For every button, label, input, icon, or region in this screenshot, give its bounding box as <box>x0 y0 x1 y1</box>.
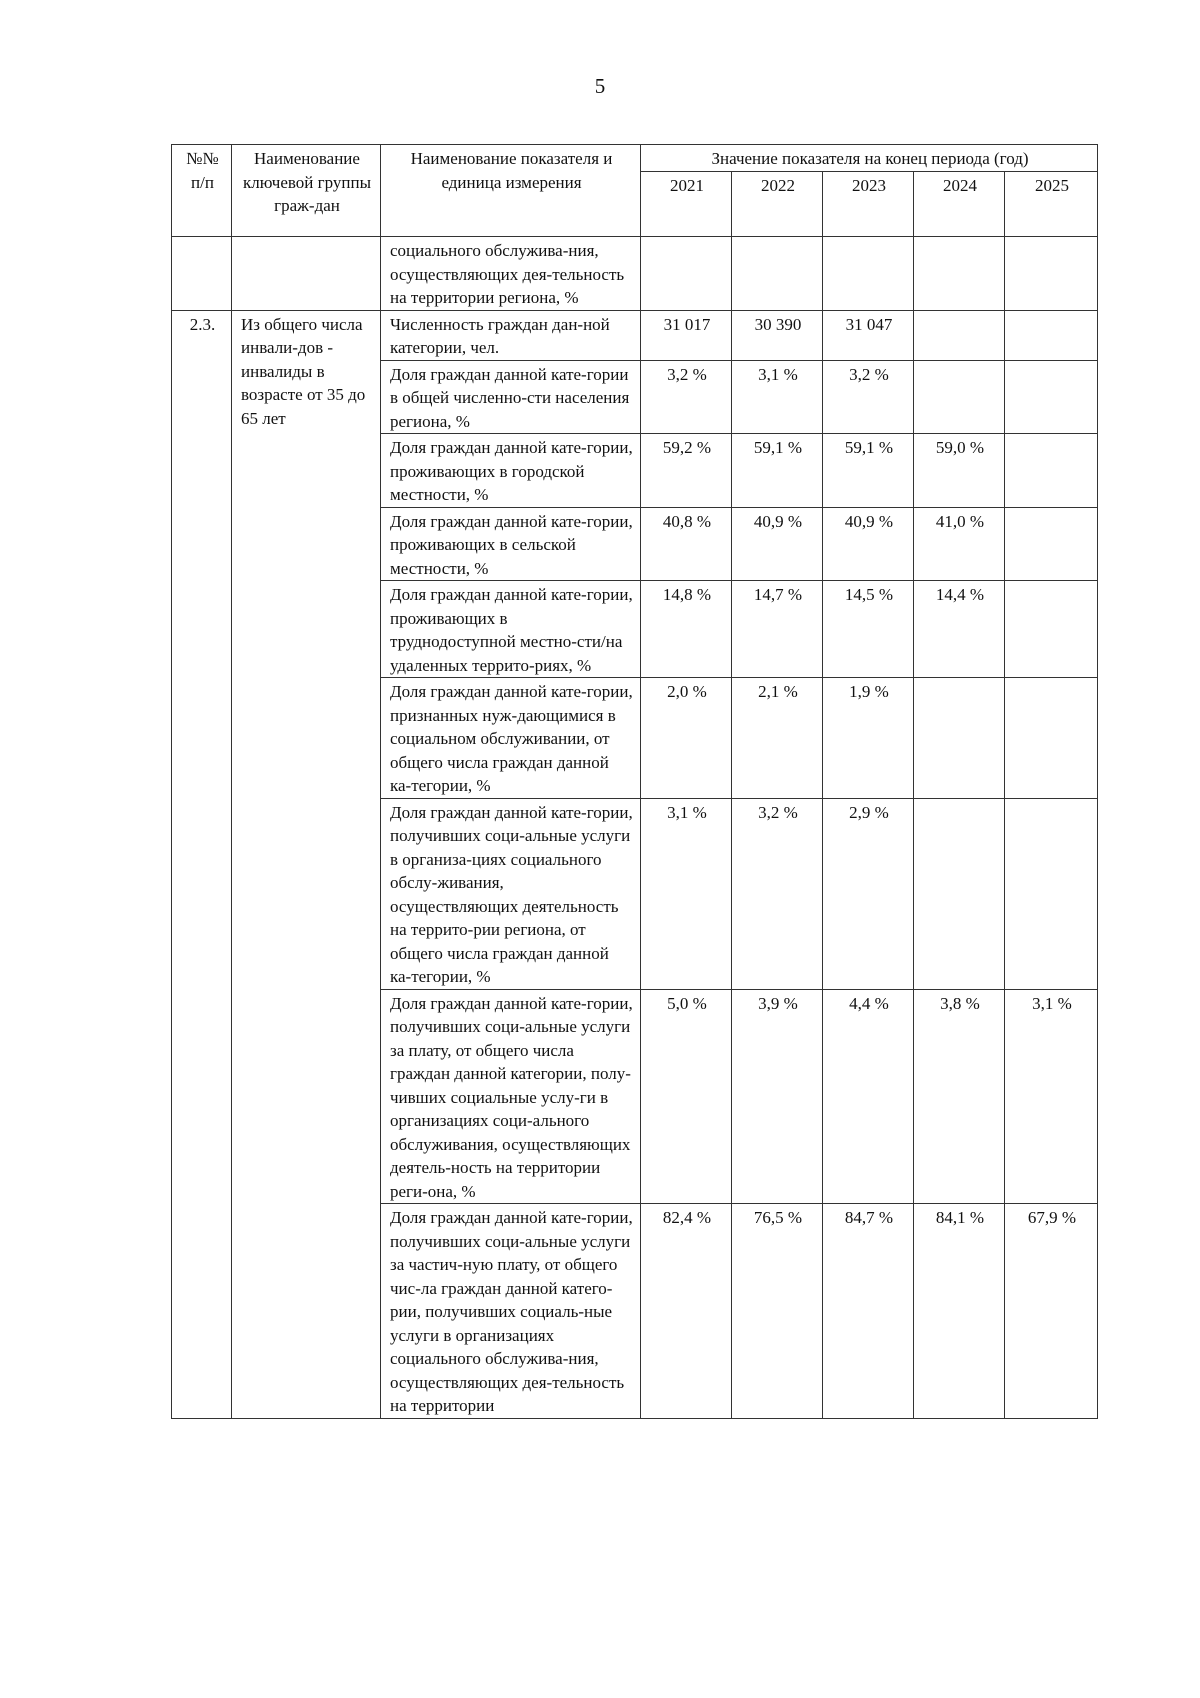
header-year: 2022 <box>732 171 823 237</box>
continuation-row <box>172 237 1098 311</box>
value-cell: 67,9 % <box>1005 1204 1098 1419</box>
value-cell: 59,2 % <box>641 434 732 508</box>
value-cell: 2,1 % <box>732 678 823 799</box>
indicator-cell: Доля граждан данной кате-гории, проживающих в труднодоступной местно-сти/на удаленных террито-риях, % <box>381 581 641 678</box>
indicator-cell: Доля граждан данной кате-гории, получивших соци-альные услуги за частич-ную плату, от общего чис-ла граждан данной катего-рии, получивших социаль-ные услуги в организациях социального обслужива-ния, осуществляющих дея-тельность на территории <box>381 1204 641 1419</box>
value-cell: 84,1 % <box>914 1204 1005 1419</box>
indicator-cell: социального обслужива-ния, осуществляющих дея-тельность на территории региона, % <box>381 237 641 311</box>
indicator-cell: Доля граждан данной кате-гории в общей численно-сти населения региона, % <box>381 360 641 434</box>
value-cell: 3,8 % <box>914 989 1005 1204</box>
value-cell <box>1005 434 1098 508</box>
value-cell: 59,0 % <box>914 434 1005 508</box>
value-cell <box>641 237 732 311</box>
value-cell: 2,9 % <box>823 798 914 989</box>
value-cell <box>1005 798 1098 989</box>
indicators-table <box>171 144 1098 1419</box>
value-cell: 31 017 <box>641 310 732 360</box>
value-cell: 3,1 % <box>641 798 732 989</box>
value-cell: 3,1 % <box>732 360 823 434</box>
page-number: 5 <box>594 74 606 98</box>
table-row <box>172 310 1098 360</box>
value-cell <box>1005 507 1098 581</box>
value-cell <box>914 360 1005 434</box>
indicator-cell: Доля граждан данной кате-гории, проживающих в сельской местности, % <box>381 507 641 581</box>
value-cell: 14,8 % <box>641 581 732 678</box>
header-row <box>172 145 1098 172</box>
value-cell <box>914 678 1005 799</box>
value-cell: 3,9 % <box>732 989 823 1204</box>
value-cell: 3,2 % <box>732 798 823 989</box>
indicator-cell: Численность граждан дан-ной категории, чел. <box>381 310 641 360</box>
header-indicator: Наименование показателя и единица измерения <box>381 145 641 237</box>
value-cell <box>914 798 1005 989</box>
value-cell <box>1005 678 1098 799</box>
indicator-cell: Доля граждан данной кате-гории, получивших соци-альные услуги за плату, от общего числа граждан данной категории, полу-чивших социальные услу-ги в организациях соци-ального обслуживания, осуществляющих деятель-ность на территории реги-она, % <box>381 989 641 1204</box>
number-cell <box>172 237 232 311</box>
value-cell: 40,8 % <box>641 507 732 581</box>
value-cell: 41,0 % <box>914 507 1005 581</box>
header-values: Значение показателя на конец периода (год) <box>641 145 1098 172</box>
value-cell <box>823 237 914 311</box>
value-cell: 84,7 % <box>823 1204 914 1419</box>
indicator-cell: Доля граждан данной кате-гории, признанных нуж-дающимися в социальном обслуживании, от общего числа граждан данной ка-тегории, % <box>381 678 641 799</box>
value-cell: 4,4 % <box>823 989 914 1204</box>
header-group: Наименование ключевой группы граж-дан <box>232 145 381 237</box>
value-cell: 82,4 % <box>641 1204 732 1419</box>
value-cell: 14,7 % <box>732 581 823 678</box>
section-group: Из общего числа инвали-дов - инвалиды в возрасте от 35 до 65 лет <box>232 310 381 1418</box>
value-cell: 3,1 % <box>1005 989 1098 1204</box>
header-number: №№ п/п <box>172 145 232 237</box>
value-cell: 76,5 % <box>732 1204 823 1419</box>
value-cell <box>914 237 1005 311</box>
value-cell: 59,1 % <box>732 434 823 508</box>
header-year: 2024 <box>914 171 1005 237</box>
section-number: 2.3. <box>172 310 232 1418</box>
value-cell <box>732 237 823 311</box>
value-cell: 30 390 <box>732 310 823 360</box>
value-cell <box>1005 237 1098 311</box>
value-cell: 40,9 % <box>732 507 823 581</box>
value-cell: 5,0 % <box>641 989 732 1204</box>
value-cell: 2,0 % <box>641 678 732 799</box>
header-year: 2023 <box>823 171 914 237</box>
value-cell <box>914 310 1005 360</box>
indicator-cell: Доля граждан данной кате-гории, получивших соци-альные услуги в организа-циях социального обслу-живания, осуществляющих деятельность на террито-рии региона, от общего числа граждан данной ка-тегории, % <box>381 798 641 989</box>
value-cell <box>1005 581 1098 678</box>
value-cell: 40,9 % <box>823 507 914 581</box>
value-cell: 14,5 % <box>823 581 914 678</box>
value-cell: 59,1 % <box>823 434 914 508</box>
value-cell: 1,9 % <box>823 678 914 799</box>
header-year: 2025 <box>1005 171 1098 237</box>
value-cell: 3,2 % <box>823 360 914 434</box>
value-cell: 14,4 % <box>914 581 1005 678</box>
indicator-cell: Доля граждан данной кате-гории, проживающих в городской местности, % <box>381 434 641 508</box>
header-year: 2021 <box>641 171 732 237</box>
value-cell <box>1005 310 1098 360</box>
value-cell <box>1005 360 1098 434</box>
value-cell: 31 047 <box>823 310 914 360</box>
group-cell <box>232 237 381 311</box>
value-cell: 3,2 % <box>641 360 732 434</box>
